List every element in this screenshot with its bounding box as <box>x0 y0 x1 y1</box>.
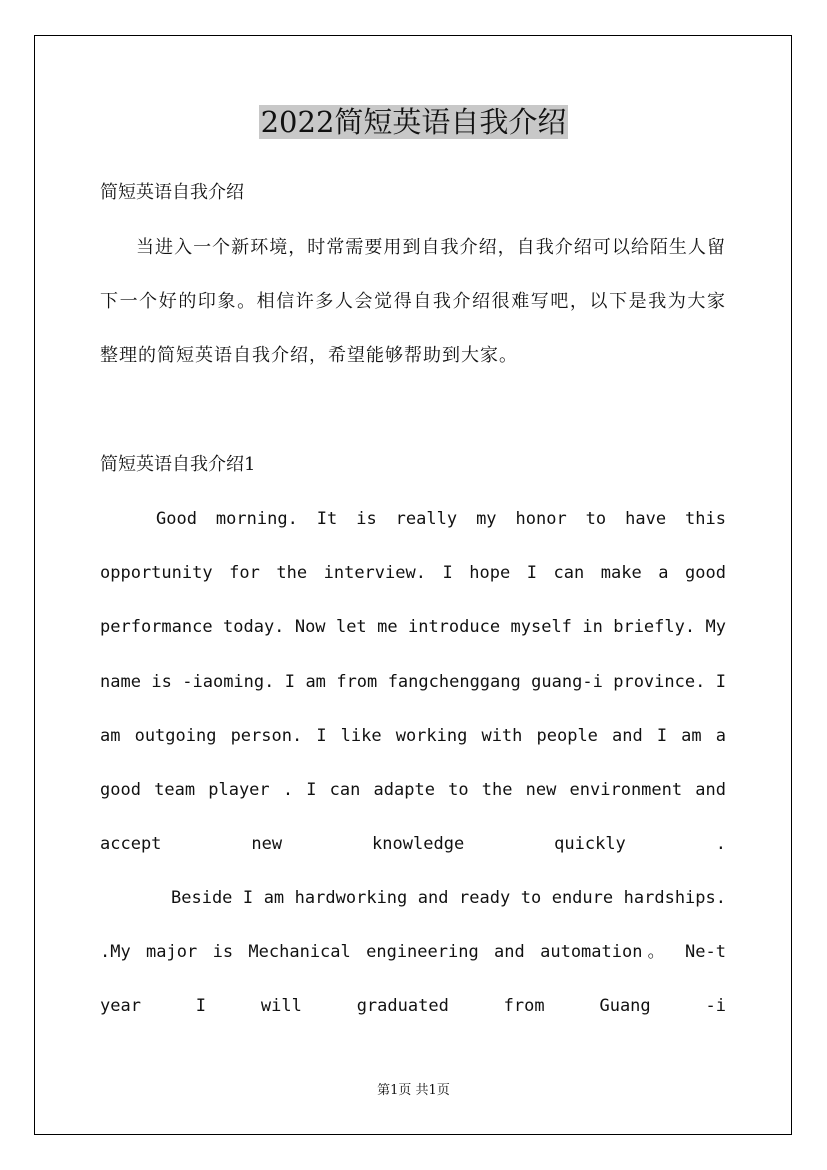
english-paragraph-2: Beside I am hardworking and ready to endure hardships. .My major is Mechanical engineering and automation。 Ne-t year I will graduated from Guang -i <box>100 888 726 1017</box>
document-title <box>0 100 827 144</box>
subtitle: 简短英语自我介绍 <box>100 182 244 203</box>
intro-paragraph: 当进入一个新环境，时常需要用到自我介绍，自我介绍可以给陌生人留下一个好的印象。相信许多人会觉得自我介绍很难写吧，以下是我为大家整理的简短英语自我介绍，希望能够帮助到大家。 <box>100 237 726 366</box>
english-paragraph-1: Good morning. It is really my honor to have this opportunity for the interview. I hope I can make a good performance today. Now let me introduce myself in briefly. My name is -iaoming. I am from fangchenggang guang-i province. I am outgoing person. I like working with people and I am a good team player . I can adapte to the new environment and accept new knowledge quickly . <box>100 509 726 855</box>
title-text: 2022简短英语自我介绍 <box>260 105 567 139</box>
section-heading: 简短英语自我介绍1 <box>100 454 256 475</box>
page-footer: 第1页 共1页 <box>377 1083 450 1098</box>
